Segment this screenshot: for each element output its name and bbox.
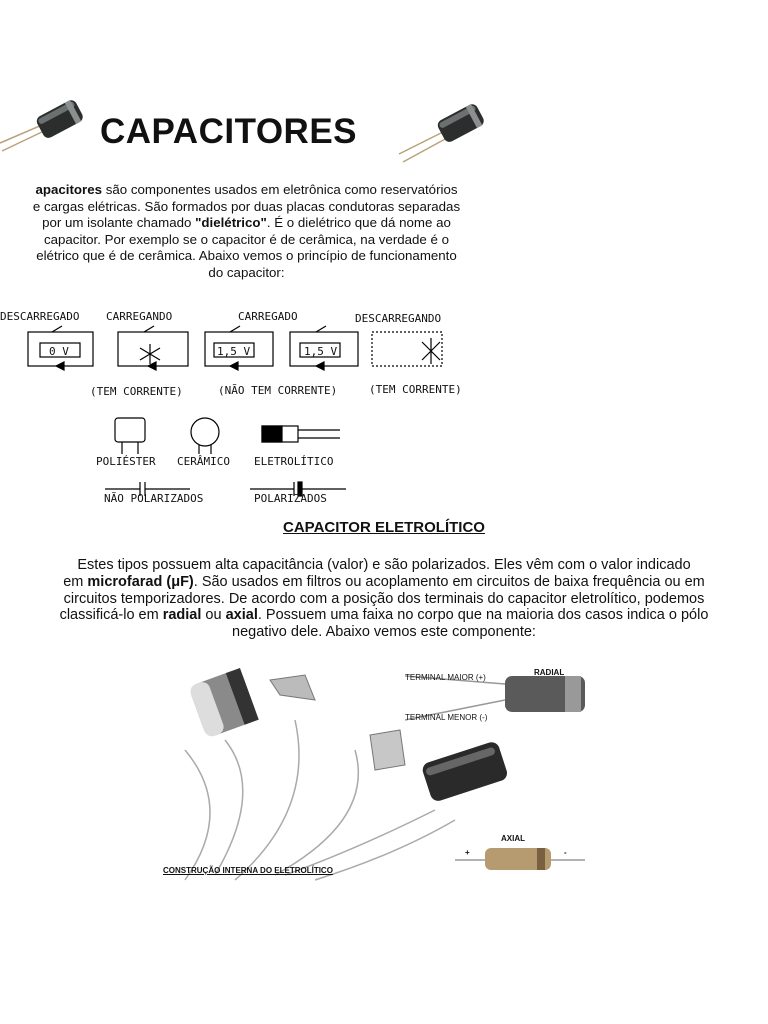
electrolytic-construction-photo [155, 660, 595, 890]
terminal-menor-label: TERMINAL MENOR (-) [405, 713, 488, 722]
intro-paragraph: apacitores são componentes usados em eletrônica como reservatórios e cargas elétricas. São formados por duas placas condutoras separadas por um isolante chamado "dielétrico". É o dielétrico que dá nome ao capacitor. Por exemplo se o capacitor é de cerâmica, na verdade é o elétrico que é de cerâmica. Abaixo vemos o princípio de funcionamento do capacitor: [32, 182, 461, 280]
capacitor-photo-icon [397, 92, 497, 167]
plus-sign: + [465, 848, 470, 857]
section-paragraph: Estes tipos possuem alta capacitância (valor) e são polarizados. Eles vêm com o valor indicado em microfarad (μF). São usados em filtros ou acoplamento em circuitos de baixa frequência ou em circuitos temporizadores. De acordo com a posição dos terminais do capacitor eletrolítico, podemos classificá-lo em radial ou axial. Possuem uma faixa no corpo que na maioria dos casos indica o pólo negativo dele. Abaixo vemos este componente: [59, 557, 709, 641]
note-nao-tem-corrente: (NÃO TEM CORRENTE) [218, 384, 338, 397]
voltage-1-5v: 1,5 V [217, 345, 251, 358]
note-tem-corrente: (TEM CORRENTE) [369, 383, 462, 396]
photo-caption: CONSTRUÇÃO INTERNA DO ELETROLÍTICO [163, 866, 333, 875]
terminal-maior-label: TERMINAL MAIOR (+) [405, 673, 486, 682]
capacitor-photo-icon [0, 95, 95, 160]
state-label-descarregado: DESCARREGADO [0, 310, 80, 323]
state-label-carregando: CARREGANDO [106, 310, 173, 323]
nao-polarizados-label: NÃO POLARIZADOS [104, 492, 204, 505]
type-eletrolitico: ELETROLÍTICO [254, 455, 334, 468]
type-ceramico: CERÂMICO [177, 455, 230, 468]
type-poliester: POLIÉSTER [96, 455, 156, 468]
page-title: CAPACITORES [100, 112, 358, 151]
state-label-descarregando: DESCARREGANDO [355, 312, 442, 325]
minus-sign: - [564, 848, 567, 857]
polarizados-label: POLARIZADOS [254, 492, 327, 505]
axial-label: AXIAL [501, 834, 525, 843]
voltage-1-5v: 1,5 V [304, 345, 338, 358]
section-heading: CAPACITOR ELETROLÍTICO [283, 519, 485, 536]
radial-label: RADIAL [534, 668, 565, 677]
voltage-0v: 0 V [49, 345, 69, 358]
state-label-carregado: CARREGADO [238, 310, 298, 323]
note-tem-corrente: (TEM CORRENTE) [90, 385, 183, 398]
